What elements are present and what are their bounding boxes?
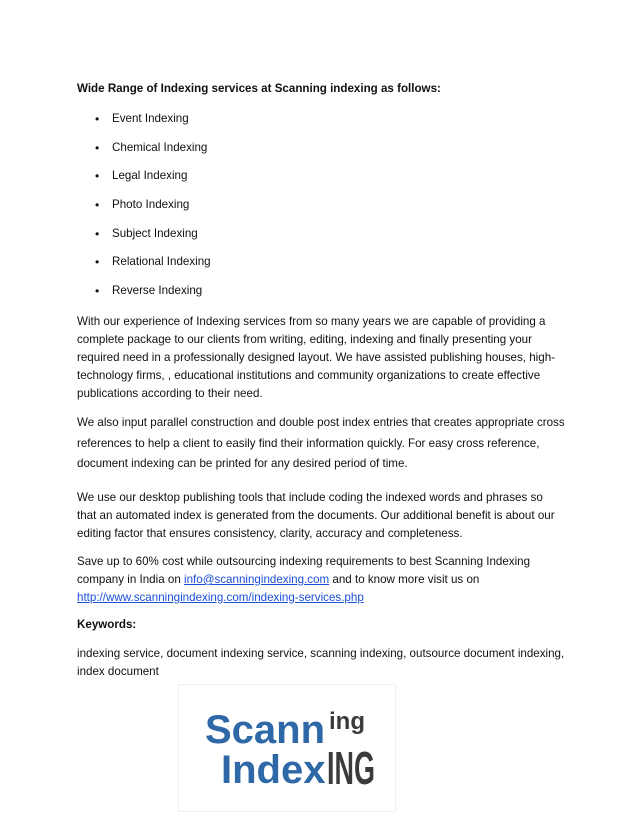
bullet-icon: • [95,284,100,299]
list-item: • Photo Indexing [95,198,190,213]
bullet-icon: • [95,255,100,270]
logo-suffix-ing-top: ing [329,708,365,735]
keywords-text: indexing service, document indexing service, scanning indexing, outsource document indexing, index document [77,647,565,678]
keywords-label: Keywords: [77,618,137,631]
email-link[interactable]: info@scanningindexing.com [184,573,330,586]
save-middle-text: and to know more visit us on [329,573,480,586]
scanning-indexing-logo [178,684,396,812]
logo-graphic [179,685,395,811]
logo-word-scann: Scann [205,708,326,752]
logo-suffix-ing-bottom: ING [327,742,375,794]
list-item: • Event Indexing [95,112,189,126]
bullet-icon: • [95,226,100,241]
list-item: • Legal Indexing [95,169,188,184]
list-item: • Reverse Indexing [95,284,203,299]
list-item: • Relational Indexing [95,255,211,270]
desktop-publishing-paragraph: We use our desktop publishing tools that include coding the indexed words and phrases so that an automated index is generated from the documents. Our additional benefit is about our editing factor that ensures consistency, clarity, accuracy and completeness. [77,491,555,540]
logo-word-index: Index [221,748,326,792]
services-list [95,112,211,313]
bullet-icon: • [95,112,100,126]
bullet-icon: • [95,140,100,155]
bullet-icon: • [95,198,100,213]
section-heading: Wide Range of Indexing services at Scanning indexing as follows: [77,82,441,95]
save-lead-text: Save up to 60% cost while outsourcing indexing requirements to best Scanning Indexing company in India on [77,555,531,586]
list-item: • Subject Indexing [95,226,198,241]
experience-paragraph: With our experience of Indexing services from so many years we are capable of providing a complete package to our clients from writing, editing, indexing and finally presenting your required need in a professionally designed layout. We have assisted publishing houses, high-technology firms, , educational institutions and community organizations to create effective publications according to their need. [77,315,556,400]
save-cost-paragraph [77,553,565,607]
bullet-icon: • [95,169,100,184]
parallel-construction-paragraph: We also input parallel construction and double post index entries that creates appropriate cross references to help a client to easily find their information quickly. For easy cross reference, document indexing can be printed for any desired period of time. [77,416,565,470]
list-item: • Chemical Indexing [95,140,208,155]
services-url-link[interactable]: http://www.scanningindexing.com/indexing-services.php [77,591,364,604]
